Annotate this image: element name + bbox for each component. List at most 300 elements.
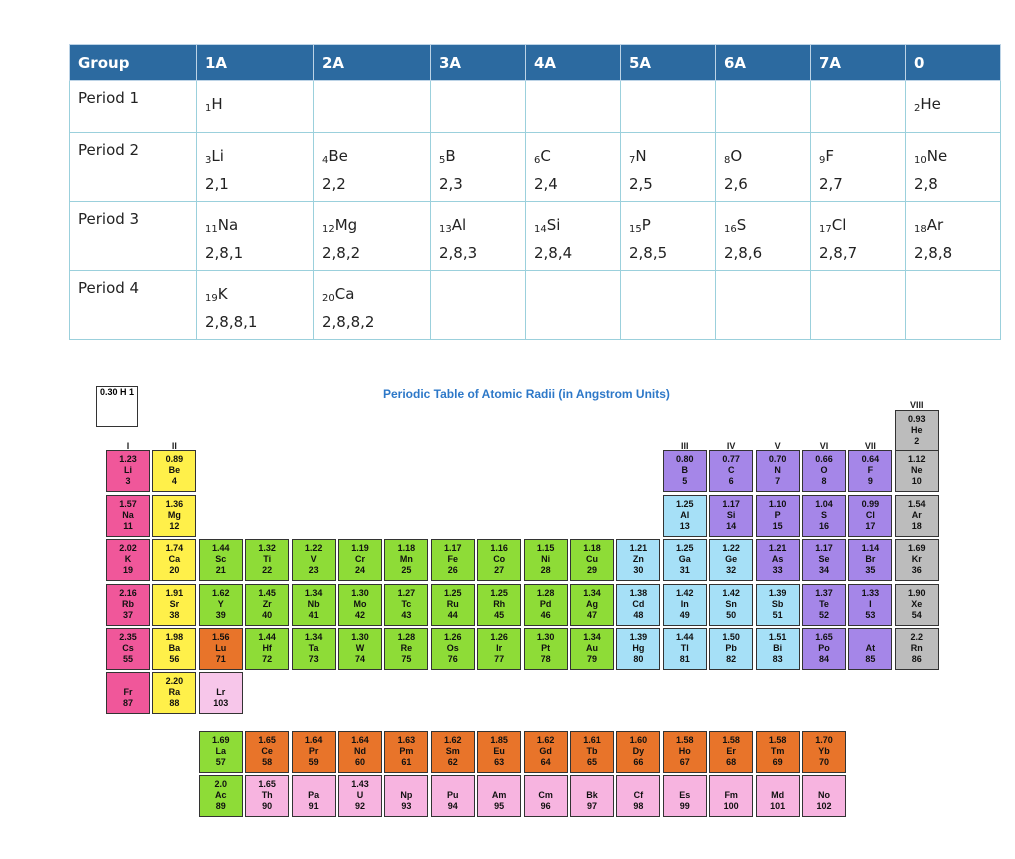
- atomic-number: 20: [322, 293, 335, 304]
- element-radius: 1.57: [119, 499, 137, 509]
- element-cell: [314, 202, 431, 271]
- element-number: 99: [679, 801, 690, 811]
- element-cell-ar: [895, 495, 939, 537]
- element-radius: 1.17: [444, 543, 462, 553]
- element-radius: [757, 779, 799, 790]
- element-cell-ce: [245, 731, 289, 773]
- group-electron-configuration-table: [69, 44, 1001, 340]
- group-label: VI: [819, 441, 829, 451]
- element-symbol: Nd: [354, 746, 366, 756]
- element-label: [534, 202, 612, 238]
- element-cell-k: [106, 539, 150, 581]
- element-cell-dy: [616, 731, 660, 773]
- element-radius: 1.25: [444, 588, 462, 598]
- element-radius: 1.30: [351, 588, 369, 598]
- element-radius: 0.80: [676, 454, 694, 464]
- element-cell-cd: [616, 584, 660, 626]
- element-cell: [716, 271, 811, 340]
- element-number: 60: [354, 757, 365, 767]
- element-number: 50: [726, 610, 737, 620]
- element-cell-pa: [292, 775, 336, 817]
- element-symbol: P: [774, 510, 781, 520]
- element-number: 1: [129, 387, 135, 397]
- element-symbol: Sn: [725, 599, 737, 609]
- element-radius: 1.70: [815, 735, 833, 745]
- element-symbol: V: [310, 554, 317, 564]
- element-cell-si: [709, 495, 753, 537]
- element-number: 59: [308, 757, 319, 767]
- element-number: 46: [540, 610, 551, 620]
- element-symbol: Ar: [926, 216, 944, 234]
- element-radius: 0.66: [815, 454, 833, 464]
- element-cell-lu: [199, 628, 243, 670]
- element-cell-np: [384, 775, 428, 817]
- element-radius: 1.69: [908, 543, 926, 553]
- element-cell-zr: [245, 584, 289, 626]
- element-number: 10: [911, 476, 922, 486]
- element-symbol: Gd: [539, 746, 552, 756]
- element-cell: [811, 202, 906, 271]
- element-number: 21: [215, 565, 226, 575]
- element-label: [629, 202, 707, 238]
- element-number: 22: [262, 565, 273, 575]
- atomic-number: 18: [914, 224, 927, 235]
- element-radius: 1.04: [815, 499, 833, 509]
- element-radius: 1.22: [304, 543, 323, 553]
- element-number: 95: [494, 801, 505, 811]
- table-row: [70, 202, 1001, 271]
- element-radius: 1.16: [490, 543, 508, 553]
- element-symbol: Rn: [910, 643, 923, 653]
- element-number: 25: [401, 565, 412, 575]
- element-number: 62: [447, 757, 458, 767]
- element-cell: [197, 202, 314, 271]
- element-symbol: Rh: [493, 599, 506, 609]
- element-cell-mn: [384, 539, 428, 581]
- element-symbol: P: [641, 216, 651, 234]
- group-label: VII: [864, 441, 876, 451]
- element-number: 68: [726, 757, 737, 767]
- element-number: 84: [818, 654, 829, 664]
- element-label: [914, 133, 992, 169]
- element-symbol: Ga: [678, 554, 691, 564]
- element-symbol: Ac: [215, 790, 227, 800]
- element-symbol: Al: [680, 510, 690, 520]
- element-cell-bi: [756, 628, 800, 670]
- element-symbol: U: [356, 790, 364, 800]
- element-number: 64: [540, 757, 551, 767]
- table-row: [70, 81, 1001, 133]
- element-cell: [197, 271, 314, 340]
- element-symbol: Ba: [168, 643, 181, 653]
- element-cell-c: [709, 450, 753, 492]
- element-label: [914, 81, 992, 117]
- element-number: 93: [401, 801, 412, 811]
- element-symbol: Fm: [724, 790, 738, 800]
- element-number: 67: [679, 757, 690, 767]
- electron-configuration: 2,8: [914, 175, 938, 193]
- element-radius: 1.23: [119, 454, 137, 464]
- element-symbol: Dy: [632, 746, 645, 756]
- electron-configuration: 2,8,3: [439, 244, 478, 262]
- column-header: Group: [70, 45, 197, 81]
- element-radius: 1.44: [212, 543, 230, 553]
- element-number: 35: [865, 565, 876, 575]
- element-symbol: O: [820, 465, 828, 475]
- element-number: 3: [125, 476, 131, 486]
- element-symbol: No: [818, 790, 830, 800]
- element-number: 86: [911, 654, 922, 664]
- element-cell-ho: [663, 731, 707, 773]
- element-number: 26: [447, 565, 458, 575]
- element-symbol: Tm: [770, 746, 785, 756]
- element-symbol: Po: [818, 643, 830, 653]
- element-symbol: La: [215, 746, 227, 756]
- element-radius: 1.44: [676, 632, 694, 642]
- element-cell-sb: [756, 584, 800, 626]
- element-number: 13: [679, 521, 690, 531]
- element-radius: 1.34: [304, 632, 323, 642]
- element-symbol: Fe: [447, 554, 459, 564]
- element-radius: 0.70: [768, 454, 787, 464]
- element-cell: [431, 202, 526, 271]
- column-header: 6A: [716, 45, 811, 81]
- element-symbol: Co: [493, 554, 506, 564]
- element-radius: 1.12: [908, 454, 926, 464]
- element-symbol: Pa: [308, 790, 320, 800]
- element-cell-sn: [709, 584, 753, 626]
- element-symbol: S: [820, 510, 827, 520]
- element-radius: 1.43: [351, 779, 369, 789]
- element-symbol: N: [635, 147, 647, 165]
- element-radius: 1.32: [258, 543, 276, 553]
- atomic-number: 5: [439, 155, 446, 166]
- element-cell-pr: [292, 731, 336, 773]
- element-symbol: Pd: [539, 599, 552, 609]
- element-radius: 0.64: [861, 454, 880, 464]
- element-number: 57: [215, 757, 226, 767]
- element-radius: 1.30: [351, 632, 369, 642]
- element-symbol: Th: [261, 790, 273, 800]
- element-number: 100: [723, 801, 739, 811]
- element-symbol: Ta: [308, 643, 319, 653]
- element-symbol: Ar: [911, 510, 922, 520]
- element-number: 44: [447, 610, 458, 620]
- element-number: 81: [679, 654, 690, 664]
- element-number: 103: [213, 698, 229, 708]
- element-number: 85: [865, 654, 876, 664]
- element-symbol: In: [680, 599, 689, 609]
- element-cell-ra: [152, 672, 196, 714]
- atomic-number: 12: [322, 224, 335, 235]
- element-cell-md: [756, 775, 800, 817]
- element-symbol: Na: [217, 216, 239, 234]
- element-symbol: Os: [446, 643, 459, 653]
- element-radius: 1.56: [212, 632, 230, 642]
- table-row: [70, 133, 1001, 202]
- element-symbol: Pt: [541, 643, 551, 653]
- element-cell: [314, 271, 431, 340]
- period-label: Period 3: [70, 202, 197, 271]
- element-cell-in: [663, 584, 707, 626]
- element-cell-ag: [570, 584, 614, 626]
- element-number: 53: [865, 610, 876, 620]
- element-symbol: Tb: [586, 746, 598, 756]
- element-cell-er: [709, 731, 753, 773]
- element-number: 8: [821, 476, 827, 486]
- element-cell: [314, 133, 431, 202]
- element-symbol: Li: [211, 147, 224, 165]
- element-number: 38: [169, 610, 180, 620]
- electron-configuration: 2,4: [534, 175, 558, 193]
- element-symbol: Tc: [401, 599, 412, 609]
- element-cell-rh: [477, 584, 521, 626]
- group-label: VIII: [910, 400, 924, 410]
- element-radius: 1.18: [397, 543, 416, 553]
- element-radius: 1.22: [722, 543, 740, 553]
- element-number: 17: [865, 521, 876, 531]
- atomic-number: 10: [914, 155, 927, 166]
- element-symbol: F: [867, 465, 874, 475]
- element-cell-rb: [106, 584, 150, 626]
- element-cell-y: [199, 584, 243, 626]
- element-symbol: N: [774, 465, 781, 475]
- element-symbol: H: [211, 95, 223, 113]
- element-cell: [431, 81, 526, 133]
- element-symbol: Sc: [215, 554, 227, 564]
- element-number: 36: [911, 565, 922, 575]
- group-label: IV: [726, 441, 736, 451]
- element-radius: 2.16: [119, 588, 137, 598]
- element-number: 80: [633, 654, 644, 664]
- element-symbol: Mg: [334, 216, 358, 234]
- element-symbol: Np: [400, 790, 413, 800]
- group-label: III: [681, 441, 689, 451]
- element-radius: 1.17: [815, 543, 833, 553]
- element-cell-al: [663, 495, 707, 537]
- element-radius: 2.02: [119, 543, 137, 553]
- element-radius: 1.21: [629, 543, 648, 553]
- element-cell: [621, 133, 716, 202]
- element-cell-tb: [570, 731, 614, 773]
- element-cell-fm: [709, 775, 753, 817]
- electron-configuration: 2,8,5: [629, 244, 668, 262]
- atomic-number: 4: [322, 155, 329, 166]
- element-number: 41: [308, 610, 319, 620]
- element-number: 24: [354, 565, 365, 575]
- element-label: [439, 202, 517, 238]
- element-radius: 1.34: [583, 632, 601, 642]
- element-symbol: O: [730, 147, 743, 165]
- element-radius: 1.10: [768, 499, 787, 509]
- element-radius: 1.34: [583, 588, 601, 598]
- element-number: 27: [494, 565, 505, 575]
- element-number: 55: [122, 654, 133, 664]
- element-symbol: C: [540, 147, 551, 165]
- element-cell-tc: [384, 584, 428, 626]
- element-symbol: Cm: [538, 790, 553, 800]
- element-cell-ca: [152, 539, 196, 581]
- electron-configuration: 2,8,8,1: [205, 313, 258, 331]
- element-radius: [849, 632, 891, 643]
- element-radius: [617, 779, 659, 790]
- element-radius: 1.54: [908, 499, 926, 509]
- period-label: Period 2: [70, 133, 197, 202]
- electron-configuration: 2,8,1: [205, 244, 244, 262]
- element-cell: [716, 133, 811, 202]
- element-cell-li: [106, 450, 150, 492]
- element-cell: [906, 133, 1001, 202]
- element-label: [629, 133, 707, 169]
- element-radius: 1.37: [815, 588, 833, 598]
- period-label: Period 4: [70, 271, 197, 340]
- element-number: 12: [169, 521, 180, 531]
- element-cell-kr: [895, 539, 939, 581]
- element-number: 72: [262, 654, 273, 664]
- column-header: 7A: [811, 45, 906, 81]
- element-radius: 1.62: [444, 735, 462, 745]
- element-cell: [314, 81, 431, 133]
- element-number: 101: [770, 801, 786, 811]
- group-label: II: [171, 441, 177, 451]
- element-number: 31: [679, 565, 690, 575]
- element-number: 75: [401, 654, 412, 664]
- element-cell-u: [338, 775, 382, 817]
- element-symbol: K: [124, 554, 132, 564]
- element-symbol: Re: [400, 643, 413, 653]
- element-radius: 1.63: [397, 735, 416, 745]
- element-number: 56: [169, 654, 180, 664]
- element-radius: 1.25: [676, 499, 694, 509]
- element-cell-tl: [663, 628, 707, 670]
- element-symbol: Be: [328, 147, 348, 165]
- element-cell-mg: [152, 495, 196, 537]
- element-radius: 1.30: [536, 632, 555, 642]
- element-symbol: Ti: [263, 554, 272, 564]
- element-symbol: W: [355, 643, 365, 653]
- element-symbol: I: [869, 599, 872, 609]
- element-number: 58: [262, 757, 273, 767]
- element-number: 89: [215, 801, 226, 811]
- element-radius: [525, 779, 567, 790]
- element-radius: 1.21: [768, 543, 787, 553]
- element-number: 73: [308, 654, 319, 664]
- element-cell-n: [756, 450, 800, 492]
- element-cell-sc: [199, 539, 243, 581]
- element-cell-xe: [895, 584, 939, 626]
- electron-configuration: 2,8,7: [819, 244, 858, 262]
- element-symbol: Ir: [496, 643, 503, 653]
- element-cell-f: [848, 450, 892, 492]
- element-cell-as: [756, 539, 800, 581]
- element-cell-hg: [616, 628, 660, 670]
- atomic-number: 14: [534, 224, 547, 235]
- element-radius: 1.17: [722, 499, 740, 509]
- element-cell-cs: [106, 628, 150, 670]
- element-cell: [526, 202, 621, 271]
- element-symbol: At: [865, 643, 876, 653]
- element-label: [205, 271, 305, 307]
- element-cell-bk: [570, 775, 614, 817]
- element-cell: [526, 133, 621, 202]
- element-cell-ta: [292, 628, 336, 670]
- element-cell-pt: [524, 628, 568, 670]
- element-label: [914, 202, 992, 238]
- element-radius: 1.51: [768, 632, 787, 642]
- element-radius: 0.99: [861, 499, 880, 509]
- element-number: 74: [354, 654, 365, 664]
- column-header: 4A: [526, 45, 621, 81]
- element-label: [205, 133, 305, 169]
- element-radius: 1.62: [536, 735, 555, 745]
- element-cell-rn: [895, 628, 939, 670]
- element-cell-ti: [245, 539, 289, 581]
- element-symbol: Rb: [122, 599, 134, 609]
- element-symbol: Bk: [586, 790, 598, 800]
- element-number: 7: [775, 476, 781, 486]
- element-radius: 1.58: [768, 735, 787, 745]
- element-number: 42: [354, 610, 365, 620]
- element-radius: 1.33: [861, 588, 880, 598]
- element-cell-sr: [152, 584, 196, 626]
- element-number: 2: [914, 436, 920, 446]
- element-number: 9: [867, 476, 873, 486]
- element-number: 82: [726, 654, 737, 664]
- element-label: [322, 133, 422, 169]
- element-cell-pd: [524, 584, 568, 626]
- element-cell: [716, 202, 811, 271]
- element-symbol: Nb: [307, 599, 320, 609]
- element-cell-cr: [338, 539, 382, 581]
- atomic-number: 3: [205, 155, 212, 166]
- element-symbol: Te: [819, 599, 829, 609]
- atomic-number: 15: [629, 224, 642, 235]
- element-symbol: Ge: [725, 554, 738, 564]
- element-cell: [811, 133, 906, 202]
- element-cell-he: [895, 410, 939, 452]
- element-radius: 1.65: [258, 735, 276, 745]
- element-symbol: Li: [124, 465, 132, 475]
- electron-configuration: 2,8,8,2: [322, 313, 375, 331]
- element-symbol: S: [736, 216, 747, 234]
- element-cell-fr: [106, 672, 150, 714]
- element-symbol: Cr: [354, 554, 365, 564]
- electron-configuration: 2,8,6: [724, 244, 763, 262]
- element-radius: 1.64: [351, 735, 369, 745]
- element-label: [724, 202, 802, 238]
- element-label: [322, 202, 422, 238]
- element-cell: [906, 271, 1001, 340]
- element-cell-ge: [709, 539, 753, 581]
- element-symbol: Kr: [911, 554, 922, 564]
- element-symbol: Es: [679, 790, 691, 800]
- element-radius: 2.0: [214, 779, 228, 789]
- element-cell-be: [152, 450, 196, 492]
- atomic-number: 7: [629, 155, 636, 166]
- element-number: 70: [818, 757, 829, 767]
- element-label: [322, 271, 422, 307]
- element-label: [439, 133, 517, 169]
- element-cell: [716, 81, 811, 133]
- element-radius: [803, 779, 845, 790]
- element-cell-po: [802, 628, 846, 670]
- element-cell-mo: [338, 584, 382, 626]
- element-symbol: Sr: [169, 599, 180, 609]
- element-cell-am: [477, 775, 521, 817]
- element-cell-yb: [802, 731, 846, 773]
- element-radius: 1.58: [676, 735, 694, 745]
- element-radius: [385, 779, 427, 790]
